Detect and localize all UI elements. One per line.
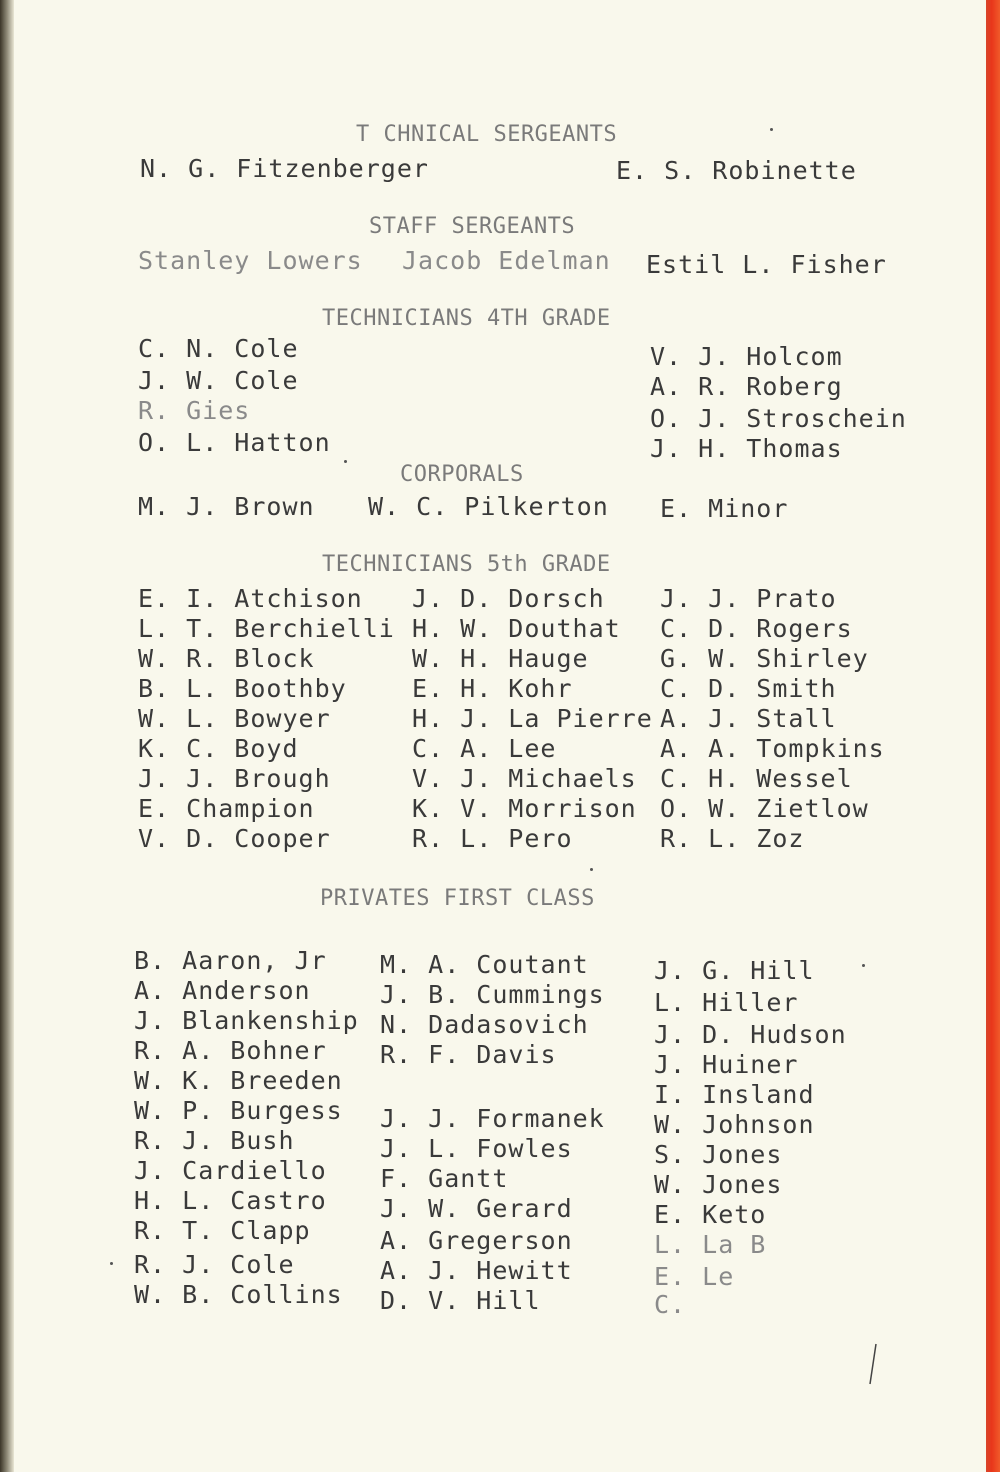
red-cover-edge bbox=[986, 0, 1000, 1472]
name-pfc-c3-6: W. Johnson bbox=[654, 1110, 815, 1139]
name-pfc-c3-10: L. La B bbox=[654, 1230, 767, 1259]
heading-pfc: PRIVATES FIRST CLASS bbox=[320, 886, 595, 911]
name-pfc-c3-12: C. bbox=[654, 1290, 687, 1319]
name-t5-c2-1: J. D. Dorsch bbox=[412, 584, 605, 613]
name-t4-left-4: O. L. Hatton bbox=[138, 428, 331, 457]
stray-mark bbox=[862, 964, 865, 967]
name-pfc-c2-8: F. Gantt bbox=[380, 1164, 509, 1193]
name-pfc-c1-5: W. K. Breeden bbox=[134, 1066, 343, 1095]
stray-mark bbox=[770, 128, 773, 131]
name-t5-c3-4: C. D. Smith bbox=[660, 674, 837, 703]
name-pfc-c2-4: R. F. Davis bbox=[380, 1040, 557, 1069]
name-pfc-c3-7: S. Jones bbox=[654, 1140, 783, 1169]
heading-tech-4th: TECHNICIANS 4TH GRADE bbox=[322, 306, 611, 331]
name-pfc-c1-10: R. T. Clapp bbox=[134, 1216, 311, 1245]
name-pfc-c3-4: J. Huiner bbox=[654, 1050, 799, 1079]
name-corporal-3: E. Minor bbox=[660, 494, 789, 523]
name-pfc-c3-11: E. Le bbox=[654, 1262, 735, 1291]
name-pfc-c3-1: J. G. Hill bbox=[654, 956, 815, 985]
name-pfc-c2-7: J. L. Fowles bbox=[380, 1134, 573, 1163]
name-tech-sgt-1: N. G. Fitzenberger bbox=[140, 154, 429, 183]
name-pfc-c2-9: J. W. Gerard bbox=[380, 1194, 573, 1223]
name-t5-c3-2: C. D. Rogers bbox=[660, 614, 853, 643]
name-pfc-c2-3: N. Dadasovich bbox=[380, 1010, 589, 1039]
name-pfc-c1-11: R. J. Cole bbox=[134, 1250, 295, 1279]
name-t5-c3-3: G. W. Shirley bbox=[660, 644, 869, 673]
paper-sheet bbox=[14, 0, 986, 1472]
name-t4-left-2: J. W. Cole bbox=[138, 366, 299, 395]
name-t5-c1-8: E. Champion bbox=[138, 794, 315, 823]
name-t5-c2-7: V. J. Michaels bbox=[412, 764, 637, 793]
heading-tech-sergeants: T CHNICAL SERGEANTS bbox=[356, 122, 618, 147]
name-t5-c2-4: E. H. Kohr bbox=[412, 674, 573, 703]
name-pfc-c3-2: L. Hiller bbox=[654, 988, 799, 1017]
name-t4-left-1: C. N. Cole bbox=[138, 334, 299, 363]
name-t5-c1-6: K. C. Boyd bbox=[138, 734, 299, 763]
name-t4-right-2: A. R. Roberg bbox=[650, 372, 843, 401]
pencil-mark bbox=[864, 1340, 884, 1390]
name-pfc-c3-3: J. D. Hudson bbox=[654, 1020, 847, 1049]
name-t5-c1-9: V. D. Cooper bbox=[138, 824, 331, 853]
stray-mark bbox=[590, 868, 593, 871]
name-t5-c2-3: W. H. Hauge bbox=[412, 644, 589, 673]
name-t5-c3-7: C. H. Wessel bbox=[660, 764, 853, 793]
name-t5-c2-9: R. L. Pero bbox=[412, 824, 573, 853]
name-pfc-c2-12: D. V. Hill bbox=[380, 1286, 541, 1315]
name-t5-c3-1: J. J. Prato bbox=[660, 584, 837, 613]
page-binding-edge bbox=[0, 0, 14, 1472]
heading-tech-5th: TECHNICIANS 5th GRADE bbox=[322, 552, 611, 577]
name-t4-right-4: J. H. Thomas bbox=[650, 434, 843, 463]
name-t5-c1-2: L. T. Berchielli bbox=[138, 614, 395, 643]
name-staff-sgt-2: Jacob Edelman bbox=[402, 246, 611, 275]
name-pfc-c2-1: M. A. Coutant bbox=[380, 950, 589, 979]
name-t5-c1-1: E. I. Atchison bbox=[138, 584, 363, 613]
name-pfc-c1-2: A. Anderson bbox=[134, 976, 311, 1005]
name-t5-c2-5: H. J. La Pierre bbox=[412, 704, 653, 733]
heading-staff-sergeants: STAFF SERGEANTS bbox=[369, 214, 576, 239]
name-pfc-c1-7: R. J. Bush bbox=[134, 1126, 295, 1155]
name-pfc-c1-4: R. A. Bohner bbox=[134, 1036, 327, 1065]
name-t4-right-3: O. J. Stroschein bbox=[650, 404, 907, 433]
name-t5-c1-7: J. J. Brough bbox=[138, 764, 331, 793]
name-t5-c3-6: A. A. Tompkins bbox=[660, 734, 885, 763]
name-t5-c1-5: W. L. Bowyer bbox=[138, 704, 331, 733]
name-pfc-c1-12: W. B. Collins bbox=[134, 1280, 343, 1309]
name-corporal-2: W. C. Pilkerton bbox=[368, 492, 609, 521]
name-t5-c2-8: K. V. Morrison bbox=[412, 794, 637, 823]
stray-mark bbox=[344, 460, 347, 463]
name-pfc-c2-11: A. J. Hewitt bbox=[380, 1256, 573, 1285]
name-t4-left-3: R. Gies bbox=[138, 396, 251, 425]
name-staff-sgt-1: Stanley Lowers bbox=[138, 246, 363, 275]
name-pfc-c1-8: J. Cardiello bbox=[134, 1156, 327, 1185]
name-pfc-c1-9: H. L. Castro bbox=[134, 1186, 327, 1215]
name-pfc-c2-10: A. Gregerson bbox=[380, 1226, 573, 1255]
name-t5-c3-5: A. J. Stall bbox=[660, 704, 837, 733]
name-pfc-c2-6: J. J. Formanek bbox=[380, 1104, 605, 1133]
name-staff-sgt-3: Estil L. Fisher bbox=[646, 250, 887, 279]
name-t5-c3-9: R. L. Zoz bbox=[660, 824, 805, 853]
name-pfc-c2-2: J. B. Cummings bbox=[380, 980, 605, 1009]
name-t5-c2-6: C. A. Lee bbox=[412, 734, 557, 763]
name-pfc-c1-1: B. Aaron, Jr bbox=[134, 946, 327, 975]
stray-mark bbox=[110, 1262, 113, 1265]
name-pfc-c3-5: I. Insland bbox=[654, 1080, 815, 1109]
name-pfc-c1-3: J. Blankenship bbox=[134, 1006, 359, 1035]
name-t5-c3-8: O. W. Zietlow bbox=[660, 794, 869, 823]
name-pfc-c3-9: E. Keto bbox=[654, 1200, 767, 1229]
name-pfc-c1-6: W. P. Burgess bbox=[134, 1096, 343, 1125]
name-t5-c1-4: B. L. Boothby bbox=[138, 674, 347, 703]
name-t5-c1-3: W. R. Block bbox=[138, 644, 315, 673]
name-pfc-c3-8: W. Jones bbox=[654, 1170, 783, 1199]
name-t4-right-1: V. J. Holcom bbox=[650, 342, 843, 371]
heading-corporals: CORPORALS bbox=[400, 462, 524, 487]
name-tech-sgt-2: E. S. Robinette bbox=[616, 156, 857, 185]
name-corporal-1: M. J. Brown bbox=[138, 492, 315, 521]
name-t5-c2-2: H. W. Douthat bbox=[412, 614, 621, 643]
